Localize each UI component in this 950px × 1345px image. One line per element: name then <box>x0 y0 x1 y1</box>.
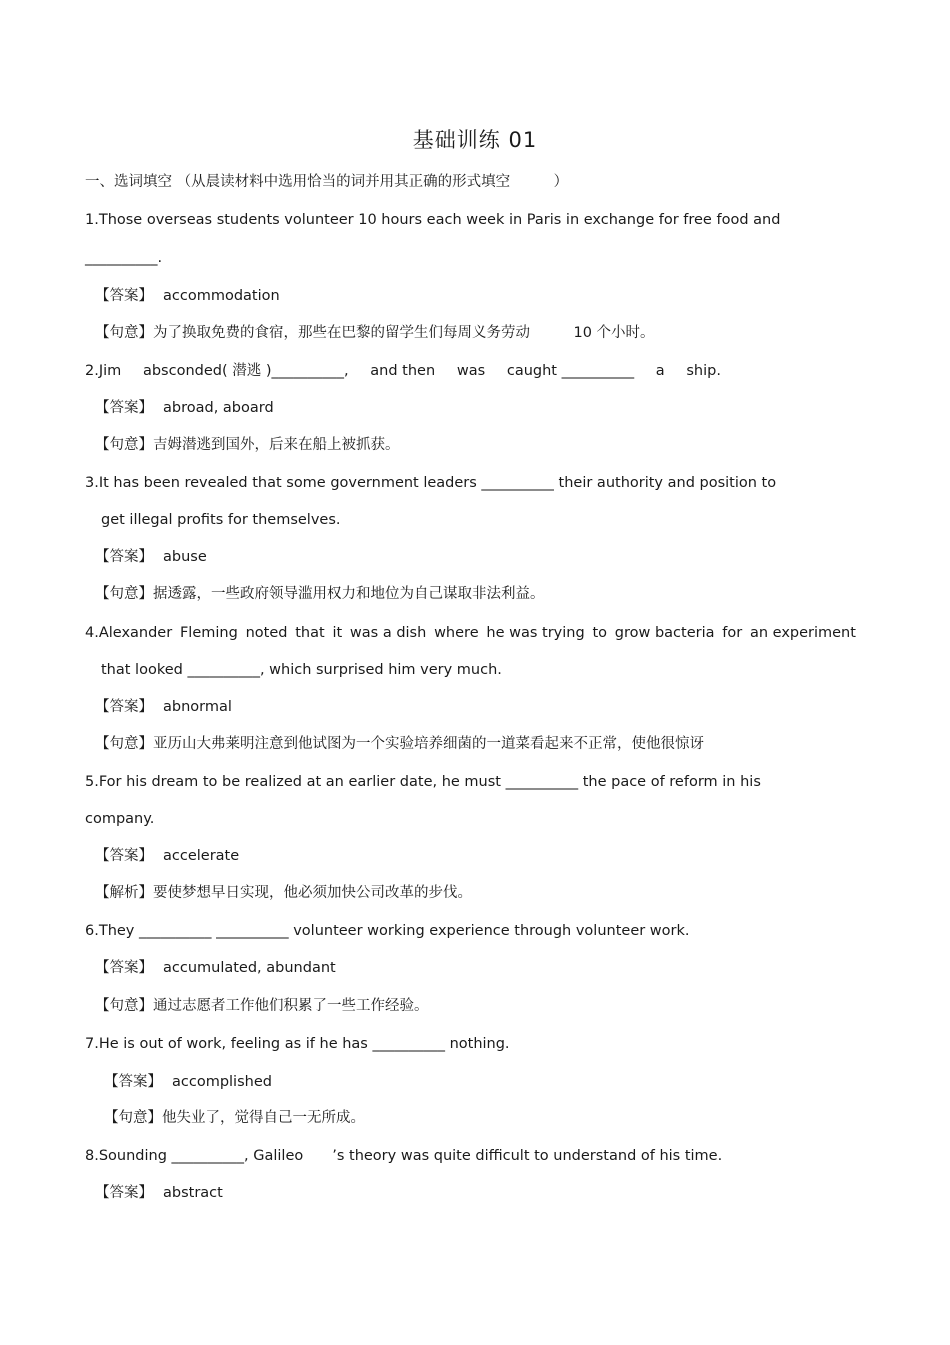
meaning-tag: 【句意】 <box>95 586 153 602</box>
answer-tag: 【答案】 <box>95 549 153 565</box>
question-2-answer <box>95 398 274 418</box>
question-4-line-1 <box>85 623 856 643</box>
answer-tag: 【答案】 <box>95 288 153 304</box>
question-7-meaning <box>104 1108 365 1128</box>
meaning-text: 为了换取免费的食宿，那些在巴黎的留学生们每周义务劳动 10 个小时。 <box>153 325 655 341</box>
analysis-text: 要使梦想早日实现，他必须加快公司改革的步伐。 <box>153 885 472 901</box>
q2-part: and then <box>370 363 436 379</box>
question-3-answer <box>95 547 207 567</box>
question-5-line-2: company. <box>85 811 155 827</box>
question-1-answer <box>95 286 280 306</box>
q4-part: to <box>592 625 607 641</box>
q2-part: was <box>456 363 486 379</box>
answer-text: accelerate <box>163 848 240 864</box>
q2-part: caught __________ <box>506 363 635 379</box>
section-heading: 一、选词填空 （从晨读材料中选用恰当的词并用其正确的形式填空 ） <box>85 174 569 190</box>
question-8-line-1: 8.Sounding __________, Galileo ’s theory was quite difficult to understand of his time. <box>85 1148 723 1164</box>
meaning-text: 吉姆潜逃到国外，后来在船上被抓获。 <box>153 437 400 453</box>
question-1-line-1: 1.Those overseas students volunteer 10 hours each week in Paris in exchange for free food and <box>85 212 781 228</box>
question-6-meaning <box>95 996 429 1016</box>
question-4-line-2: that looked __________, which surprised him very much. <box>101 662 502 678</box>
question-5-answer <box>95 846 239 866</box>
question-7-line-1: 7.He is out of work, feeling as if he has __________ nothing. <box>85 1036 510 1052</box>
answer-text: accomplished <box>172 1074 272 1090</box>
q2-part: a <box>655 363 665 379</box>
analysis-tag: 【解析】 <box>95 885 153 901</box>
page-title: 基础训练 01 <box>412 128 538 152</box>
question-1-line-2: __________. <box>85 250 163 266</box>
meaning-tag: 【句意】 <box>95 325 153 341</box>
q4-part: grow bacteria <box>614 625 715 641</box>
meaning-tag: 【句意】 <box>104 1110 162 1126</box>
q2-part: absconded( 潜逃 )__________, <box>142 363 349 379</box>
question-4-answer <box>95 697 232 717</box>
q4-part: that <box>295 625 325 641</box>
q4-part: was a dish <box>349 625 427 641</box>
answer-tag: 【答案】 <box>95 960 153 976</box>
answer-tag: 【答案】 <box>95 1185 153 1201</box>
question-5-line-1: 5.For his dream to be realized at an earlier date, he must __________ the pace of reform in his <box>85 774 761 790</box>
answer-text: abnormal <box>163 699 232 715</box>
question-1-meaning <box>95 323 655 343</box>
question-2-line-1 <box>85 361 721 381</box>
meaning-text: 通过志愿者工作他们积累了一些工作经验。 <box>153 998 429 1014</box>
meaning-text: 据透露，一些政府领导滥用权力和地位为自己谋取非法利益。 <box>153 586 545 602</box>
question-3-meaning <box>95 584 545 604</box>
q2-part: ship. <box>686 363 721 379</box>
meaning-tag: 【句意】 <box>95 736 153 752</box>
q4-part: Fleming <box>179 625 238 641</box>
q4-part: where <box>434 625 479 641</box>
question-4-meaning <box>95 734 704 754</box>
question-6-line-1: 6.They __________ __________ volunteer working experience through volunteer work. <box>85 923 690 939</box>
answer-tag: 【答案】 <box>95 848 153 864</box>
q4-part: for <box>722 625 743 641</box>
meaning-text: 亚历山大弗莱明注意到他试图为一个实验培养细菌的一道菜看起来不正常，使他很惊讶 <box>153 736 704 752</box>
answer-tag: 【答案】 <box>104 1074 162 1090</box>
meaning-text: 他失业了，觉得自己一无所成。 <box>162 1110 365 1126</box>
answer-text: accumulated, abundant <box>163 960 336 976</box>
meaning-tag: 【句意】 <box>95 437 153 453</box>
q4-part: 4.Alexander <box>85 625 173 641</box>
question-5-analysis <box>95 883 472 903</box>
q4-part: noted <box>245 625 288 641</box>
q2-part: 2.Jim <box>85 363 122 379</box>
answer-text: abroad, aboard <box>163 400 274 416</box>
meaning-tag: 【句意】 <box>95 998 153 1014</box>
question-2-meaning <box>95 435 400 455</box>
answer-tag: 【答案】 <box>95 699 153 715</box>
q4-part: an experiment <box>749 625 856 641</box>
question-7-answer <box>104 1072 272 1092</box>
answer-text: abstract <box>163 1185 223 1201</box>
answer-text: accommodation <box>163 288 280 304</box>
answer-tag: 【答案】 <box>95 400 153 416</box>
question-8-answer <box>95 1183 223 1203</box>
question-3-line-1: 3.It has been revealed that some government leaders __________ their authority and position to <box>85 475 777 491</box>
q4-part: it <box>332 625 343 641</box>
question-3-line-2: get illegal profits for themselves. <box>101 512 341 528</box>
q4-part: he was trying <box>486 625 585 641</box>
answer-text: abuse <box>163 549 207 565</box>
question-6-answer <box>95 958 336 978</box>
